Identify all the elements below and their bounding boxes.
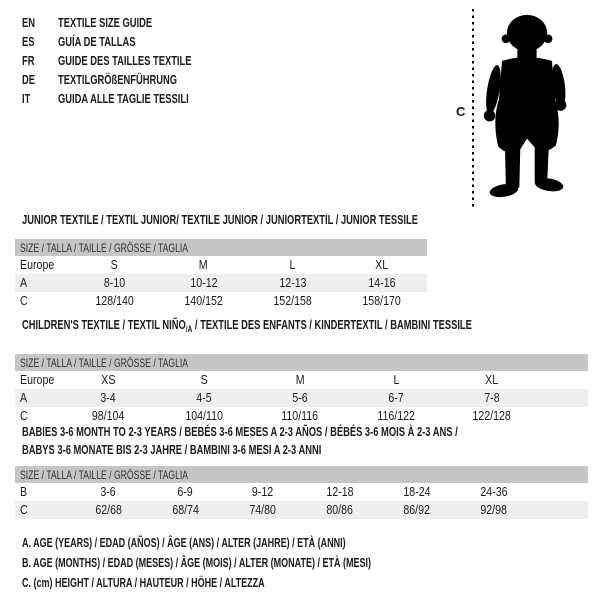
size-value-cell	[348, 371, 444, 389]
table-row	[15, 501, 588, 519]
heading-line	[22, 441, 600, 459]
language-code	[22, 32, 58, 51]
cell-text: 74/80	[249, 503, 276, 517]
babies-size-table	[15, 466, 588, 519]
language-code	[22, 13, 58, 32]
cell-text: 4-5	[196, 391, 212, 405]
cell-text: Europe	[20, 258, 55, 272]
cell-text: 104/110	[185, 409, 223, 423]
spacer-cell	[540, 371, 588, 389]
cell-text: 86/92	[403, 503, 430, 517]
size-value-cell	[156, 389, 252, 407]
size-value-cell	[337, 256, 427, 274]
size-value-cell	[70, 274, 159, 292]
table-row	[15, 256, 427, 274]
row-label-cell	[15, 389, 60, 407]
size-value-cell	[60, 389, 156, 407]
cell-text: B	[20, 485, 28, 499]
cell-text: Europe	[20, 373, 55, 387]
spacer-cell	[532, 501, 588, 519]
cell-text: 24-36	[479, 485, 508, 499]
table-row	[15, 389, 588, 407]
cell-text: 80/86	[326, 503, 353, 517]
language-label	[58, 70, 223, 89]
section-heading-text: JUNIOR TEXTILE / TEXTIL JUNIOR/ TEXTILE JUNIOR / JUNIORTEXTIL / JUNIOR TESSILE	[22, 212, 418, 227]
row-label-cell	[15, 292, 70, 310]
size-value-cell	[70, 292, 159, 310]
size-value-cell	[337, 292, 427, 310]
row-label-cell	[15, 256, 70, 274]
language-code	[22, 70, 58, 89]
footnote-text: A. AGE (YEARS) / EDAD (AÑOS) / ÂGE (ANS) / ALTER (JAHRE) / ETÀ (ANNI)	[22, 536, 346, 550]
language-code-text: EN	[22, 15, 36, 30]
size-value-cell	[337, 274, 427, 292]
language-label-text: GUÍA DE TALLAS	[58, 34, 136, 49]
cell-text: 7-8	[484, 391, 500, 405]
size-header-bar	[15, 354, 588, 371]
spacer-cell	[540, 389, 588, 407]
language-label-text: GUIDA ALLE TAGLIE TESSILI	[58, 91, 189, 106]
size-value-cell	[301, 501, 378, 519]
cell-text: 3-4	[100, 391, 116, 405]
table-row	[15, 292, 427, 310]
cell-text: 14-16	[368, 276, 396, 290]
cell-text: 110/116	[281, 409, 319, 423]
table-row	[15, 483, 588, 501]
section-heading-text	[22, 317, 472, 337]
footnote-c	[22, 573, 507, 593]
footnote-text: C. (cm) HEIGHT / ALTURA / HAUTEUR / HÖHE / ALTEZZA	[22, 576, 265, 590]
cell-text: 140/152	[184, 294, 223, 308]
language-label-text: TEXTILGRÖßENFÜHRUNG	[58, 72, 178, 87]
section-junior	[15, 212, 572, 310]
cell-text: 128/140	[95, 294, 134, 308]
language-label	[58, 89, 240, 108]
size-value-cell	[159, 256, 248, 274]
language-label-text: GUIDE DES TAILLES TEXTILE	[58, 53, 192, 68]
language-label	[58, 51, 243, 70]
cell-text: 122/128	[472, 409, 512, 423]
section-heading	[15, 317, 600, 337]
height-measure-label: C	[456, 104, 466, 119]
spacer-cell	[532, 483, 588, 501]
cell-text: A	[20, 276, 28, 290]
size-value-cell	[444, 389, 540, 407]
cell-text: 92/98	[480, 503, 507, 517]
section-heading	[15, 423, 600, 459]
language-guide	[22, 13, 243, 108]
row-label-cell	[15, 501, 70, 519]
cell-text: 10-12	[189, 276, 218, 290]
size-value-cell	[248, 274, 337, 292]
cell-text: C	[20, 503, 28, 517]
cell-text: 62/68	[95, 503, 122, 517]
junior-size-table	[15, 239, 427, 310]
footnote-a	[22, 533, 507, 553]
heading-part: CHILDREN'S TEXTILE / TEXTIL NIÑO	[22, 317, 186, 332]
size-value-cell	[70, 256, 159, 274]
size-value-cell	[159, 292, 248, 310]
size-value-cell	[378, 501, 455, 519]
language-row	[22, 51, 243, 70]
children-size-table	[15, 354, 588, 425]
language-code-text: DE	[22, 72, 36, 87]
size-header-text: SIZE / TALLA / TAILLE / GRÖSSE / TAGLIA	[20, 355, 189, 370]
section-heading	[15, 212, 572, 228]
size-value-cell	[252, 389, 348, 407]
heading-line	[22, 423, 600, 441]
footnote-b	[22, 553, 507, 573]
heading-subscript: /A	[185, 324, 193, 334]
size-value-cell	[70, 501, 147, 519]
cell-text: C	[20, 409, 28, 423]
language-code	[22, 51, 58, 70]
cell-text: 18-24	[402, 485, 431, 499]
cell-text: XL	[375, 258, 389, 272]
heading-part: / TEXTILE DES ENFANTS / KINDERTEXTIL / BAMBINI TESSILE	[192, 317, 472, 332]
footnote-text: B. AGE (MONTHS) / EDAD (MESES) / ÂGE (MOIS) / ALTER (MONATE) / ETÀ (MESI)	[22, 556, 371, 570]
size-value-cell	[60, 371, 156, 389]
size-header-bar	[15, 239, 427, 256]
size-value-cell	[378, 483, 455, 501]
size-value-cell	[248, 292, 337, 310]
size-value-cell	[248, 256, 337, 274]
cell-text: 152/158	[273, 294, 312, 308]
size-value-cell	[301, 483, 378, 501]
language-row	[22, 13, 243, 32]
heading-line-text: BABYS 3-6 MONATE BIS 2-3 JAHRE / BAMBINI 3-6 MESI A 2-3 ANNI	[22, 442, 322, 457]
table-header-row	[15, 466, 588, 483]
table-row	[15, 274, 427, 292]
language-code-text: ES	[22, 34, 35, 49]
cell-text: 98/104	[91, 409, 125, 423]
size-value-cell	[455, 501, 532, 519]
cell-text: 3-6	[100, 485, 117, 499]
table-header-row	[15, 239, 427, 256]
language-label	[58, 13, 189, 32]
cell-text: 158/170	[362, 294, 402, 308]
section-children	[15, 317, 600, 425]
size-value-cell	[70, 483, 147, 501]
size-header-bar	[15, 466, 588, 483]
height-measure-dotted-line	[472, 9, 474, 207]
cell-text: C	[20, 294, 28, 308]
size-value-cell	[252, 371, 348, 389]
footnotes	[22, 533, 507, 593]
language-code	[22, 89, 58, 108]
row-label-cell	[15, 371, 60, 389]
cell-text: 116/122	[377, 409, 415, 423]
cell-text: 12-13	[278, 276, 307, 290]
table-row	[15, 371, 588, 389]
cell-text: 8-10	[103, 276, 126, 290]
size-value-cell	[224, 501, 301, 519]
cell-text: 6-7	[388, 391, 404, 405]
size-header-text: SIZE / TALLA / TAILLE / GRÖSSE / TAGLIA	[20, 240, 189, 255]
cell-text: 12-18	[325, 485, 354, 499]
cell-text: XL	[485, 373, 499, 387]
size-value-cell	[156, 371, 252, 389]
language-code-text: FR	[22, 53, 35, 68]
size-value-cell	[147, 501, 224, 519]
language-row	[22, 70, 243, 89]
table-header-row	[15, 354, 588, 371]
language-label	[58, 32, 166, 51]
heading-line-text: BABIES 3-6 MONTH TO 2-3 YEARS / BEBÉS 3-6 MESES A 2-3 AÑOS / BÉBÉS 3-6 MOIS À 2-3 ANS /	[22, 424, 458, 439]
cell-text: A	[20, 391, 28, 405]
size-value-cell	[455, 483, 532, 501]
cell-text: 9-12	[251, 485, 274, 499]
row-label-cell	[15, 483, 70, 501]
size-value-cell	[147, 483, 224, 501]
cell-text: 5-6	[292, 391, 308, 405]
cell-text: M	[199, 258, 208, 272]
toddler-silhouette-icon	[479, 8, 575, 206]
cell-text: L	[289, 258, 296, 272]
language-row	[22, 32, 243, 51]
cell-text: 68/74	[172, 503, 199, 517]
size-value-cell	[159, 274, 248, 292]
size-value-cell	[348, 389, 444, 407]
cell-text: S	[200, 373, 208, 387]
cell-text: S	[110, 258, 119, 272]
language-code-text: IT	[22, 91, 31, 106]
size-value-cell	[224, 483, 301, 501]
section-babies	[15, 423, 600, 519]
size-header-text: SIZE / TALLA / TAILLE / GRÖSSE / TAGLIA	[20, 467, 189, 482]
size-value-cell	[444, 371, 540, 389]
language-label-text: TEXTILE SIZE GUIDE	[58, 15, 153, 30]
cell-text: 6-9	[177, 485, 194, 499]
cell-text: M	[295, 373, 305, 387]
language-row	[22, 89, 243, 108]
cell-text: L	[393, 373, 399, 387]
row-label-cell	[15, 274, 70, 292]
cell-text: XS	[100, 373, 116, 387]
